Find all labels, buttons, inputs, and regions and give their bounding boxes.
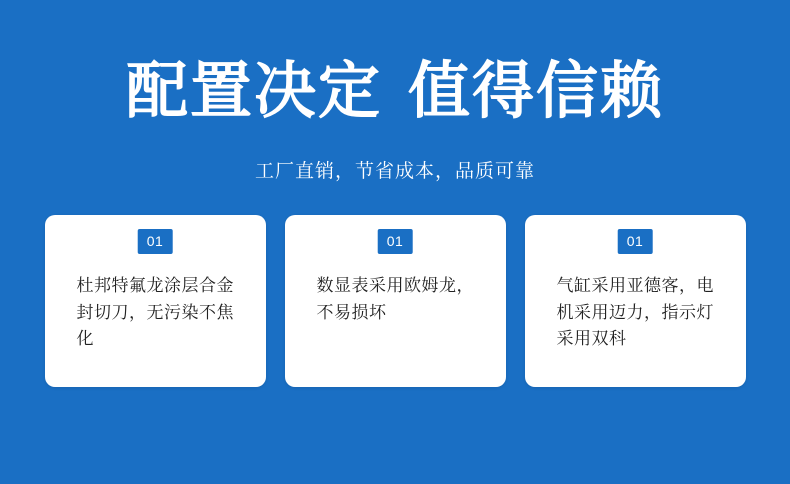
card-description: 数显表采用欧姆龙，不易损坏 bbox=[316, 276, 474, 322]
card-description: 杜邦特氟龙涂层合金封切刀，无污染不焦化 bbox=[76, 276, 234, 348]
feature-card-3 bbox=[525, 215, 746, 387]
card-badge: 01 bbox=[378, 229, 413, 254]
headline-part-1: 配置决定 bbox=[125, 57, 382, 126]
page-subtitle: 工厂直销，节省成本，品质可靠 bbox=[254, 161, 535, 183]
headline-part-2: 值得信赖 bbox=[408, 57, 665, 126]
feature-card-1 bbox=[45, 215, 266, 387]
feature-card-2 bbox=[285, 215, 506, 387]
card-badge: 01 bbox=[618, 229, 653, 254]
card-description: 气缸采用亚德客，电机采用迈力，指示灯采用双科 bbox=[556, 276, 714, 348]
feature-card-list bbox=[0, 183, 790, 387]
card-badge: 01 bbox=[138, 229, 173, 254]
page-title bbox=[0, 0, 790, 126]
